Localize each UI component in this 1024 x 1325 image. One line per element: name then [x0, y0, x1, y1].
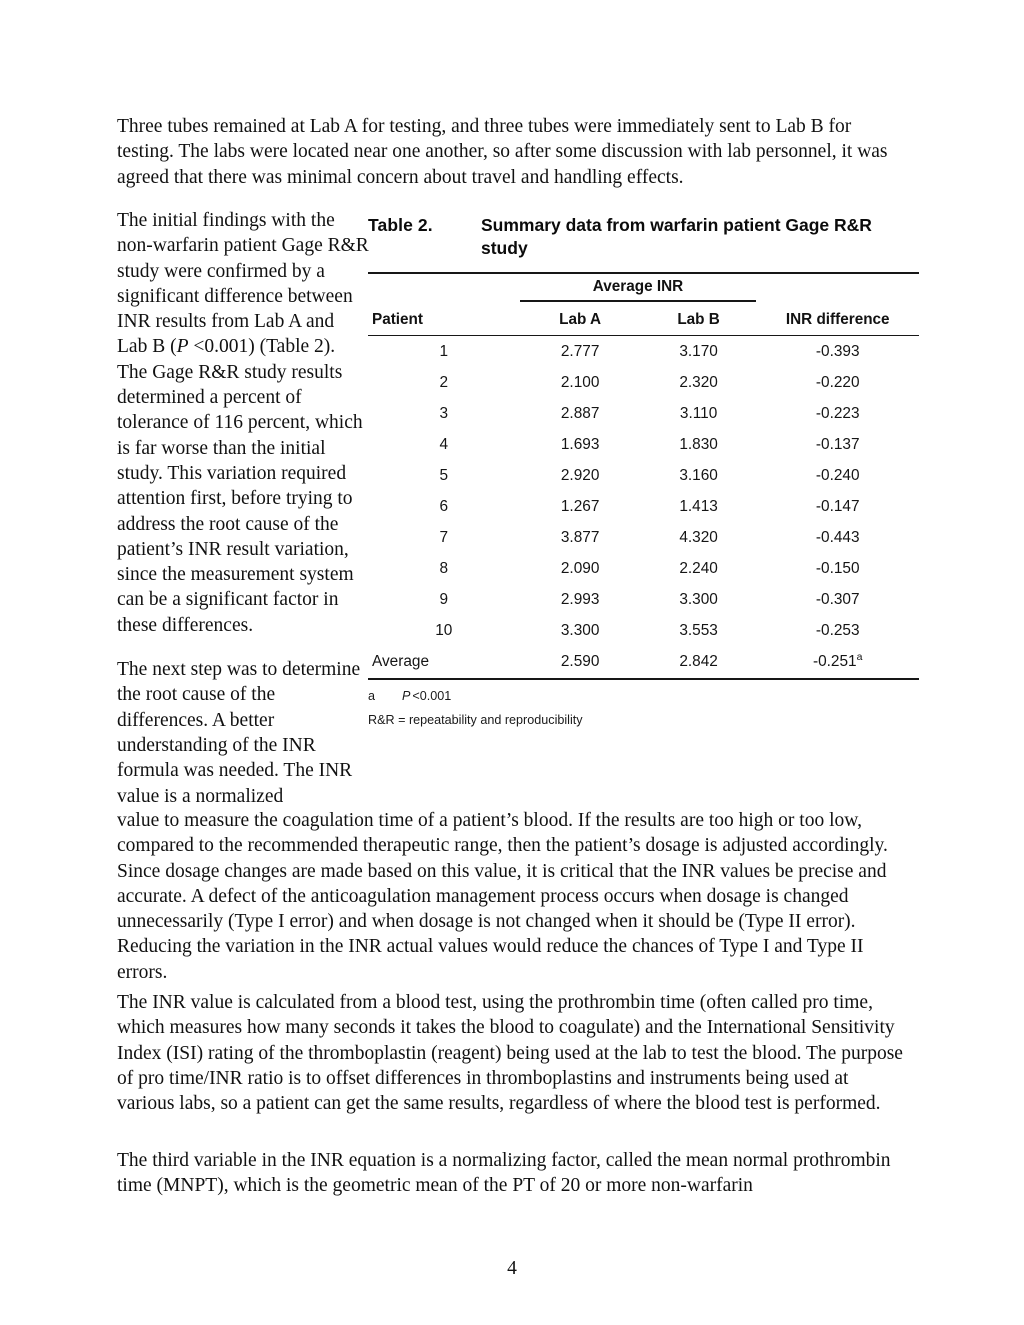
cell-patient: 9 — [439, 590, 449, 608]
table-row — [368, 336, 919, 367]
cell-lab-b: 2.240 — [679, 559, 718, 577]
cell-lab-a: 2.777 — [560, 342, 600, 360]
table-caption-title: Summary data from warfarin patient Gage R&R study — [481, 215, 872, 258]
cell-inr-difference: -0.150 — [815, 559, 860, 577]
table-notes — [368, 689, 919, 727]
cell-inr-difference: -0.147 — [815, 497, 860, 515]
span-header-average-inr: Average INR — [592, 278, 684, 295]
cell-lab-a: 1.693 — [560, 435, 600, 453]
table-row — [368, 584, 919, 615]
abbreviation-text: R&R = repeatability and reproducibility — [368, 713, 583, 727]
cell-inr-difference: -0.220 — [815, 373, 860, 391]
table-abbreviation-note — [368, 713, 919, 727]
table-row — [368, 491, 919, 522]
cell-lab-b: 1.413 — [679, 497, 718, 515]
footnote-p-symbol: P — [402, 689, 411, 703]
cell-inr-difference: -0.223 — [815, 404, 860, 422]
page-number: 4 — [507, 1258, 517, 1279]
cell-inr-difference: -0.393 — [815, 342, 860, 360]
table-2-body-grid — [368, 336, 919, 678]
table-2 — [368, 214, 919, 737]
paragraph-wide-3: The third variable in the INR equation is a normalizing factor, called the mean normal prothrombin time (MNPT), which is the geometric mean of the PT of 20 or more non-warfarin — [117, 1150, 891, 1197]
paragraph-top: Three tubes remained at Lab A for testing, and three tubes were immediately sent to Lab B for testing. The labs were located near one another, so after some discussion with lab personnel, it was agreed that there was minimal concern about travel and handling effects. — [117, 116, 888, 188]
cell-patient: 2 — [439, 373, 449, 391]
cell-lab-b: 3.300 — [679, 590, 718, 608]
table-column-header-row — [368, 305, 919, 335]
cell-lab-a: 1.267 — [560, 497, 600, 515]
cell-patient: 1 — [439, 342, 449, 360]
column-header-inr-difference: INR difference — [785, 311, 890, 328]
cell-inr-difference: -0.137 — [815, 435, 860, 453]
cell-lab-a: 2.887 — [560, 404, 600, 422]
cell-lab-b: 4.320 — [679, 528, 718, 546]
cell-lab-a: 2.920 — [560, 466, 600, 484]
table-average-row — [368, 646, 919, 678]
cell-inr-difference: -0.253 — [815, 621, 860, 639]
table-caption-label: Table 2. — [368, 215, 433, 235]
cell-patient: 5 — [439, 466, 449, 484]
cell-lab-b: 1.830 — [679, 435, 718, 453]
cell-patient: 6 — [439, 497, 449, 515]
cell-lab-a: 3.300 — [560, 621, 600, 639]
cell-average-lab-b: 2.842 — [679, 653, 718, 670]
cell-lab-b: 3.170 — [679, 342, 718, 360]
span-header-spacer-left — [368, 274, 520, 301]
cell-lab-b: 3.160 — [679, 466, 718, 484]
cell-lab-a: 2.100 — [560, 373, 600, 391]
column-header-patient: Patient — [372, 311, 423, 328]
cell-average-inr-difference-value: -0.251 — [812, 653, 857, 670]
table-row — [368, 615, 919, 646]
cell-average-lab-a: 2.590 — [560, 653, 600, 670]
cell-patient: 3 — [439, 404, 449, 422]
cell-patient: 10 — [435, 621, 453, 639]
table-body — [368, 336, 919, 678]
table-footnote-a — [368, 689, 919, 703]
footnote-marker-a: a — [856, 650, 863, 663]
table-row — [368, 522, 919, 553]
cell-inr-difference: -0.240 — [815, 466, 860, 484]
cell-average-inr-difference — [756, 646, 919, 678]
paragraph-left-1-part1: The initial findings with the non-warfarin patient Gage R&R study were confirmed by a significant difference between INR results from Lab A and Lab B ( — [117, 210, 369, 358]
paragraph-left-1-part2: <0.001) (Table 2). The Gage R&R study results determined a percent of tolerance of 116 percent, which is far worse than the initial study. This variation required attention first, before trying to address the root cause of the patient’s INR result variation, since the measurement system can be a significant factor in these differences. — [117, 336, 363, 636]
cell-lab-b: 3.553 — [679, 621, 718, 639]
paragraph-wide-2: The INR value is calculated from a blood test, using the prothrombin time (often called pro time, which measures how many seconds it takes the blood to coagulate) and the International Sensitivity Index (ISI) rating of the thromboplastin (reagent) being used at the lab to test the blood. The purpose of pro time/INR ratio is to offset differences in thromboplastins and instruments being used at various labs, so a patient can get the same results, regardless of where the blood test is performed. — [117, 992, 903, 1115]
cell-lab-b: 2.320 — [679, 373, 718, 391]
footnote-p-value: <0.001 — [412, 689, 452, 703]
cell-inr-difference: -0.443 — [815, 528, 860, 546]
table-row — [368, 429, 919, 460]
table-head — [368, 274, 919, 335]
table-row — [368, 460, 919, 491]
footnote-mark: a — [368, 689, 376, 703]
cell-lab-a: 3.877 — [560, 528, 600, 546]
table-row — [368, 553, 919, 584]
cell-lab-b: 3.110 — [679, 404, 718, 422]
table-row — [368, 398, 919, 429]
cell-patient: 7 — [439, 528, 449, 546]
cell-lab-a: 2.090 — [560, 559, 600, 577]
paragraph-left-1 — [117, 208, 369, 638]
column-header-lab-a: Lab A — [559, 311, 602, 328]
p-value-symbol: P — [176, 336, 189, 358]
table-2-grid — [368, 274, 919, 335]
table-caption — [368, 214, 919, 260]
span-header-spacer-right — [756, 274, 919, 301]
cell-patient: 4 — [439, 435, 449, 453]
cell-inr-difference: -0.307 — [815, 590, 860, 608]
cell-average-label: Average — [372, 653, 430, 670]
table-bottom-rule — [368, 678, 919, 680]
paragraph-wide-1: value to measure the coagulation time of a patient’s blood. If the results are too high or too low, compared to the recommended therapeutic range, then the patient’s dosage is adjusted accordingly. Since dosage changes are made based on this value, it is critical that the INR values be precise and accurate. A defect of the anticoagulation management process occurs when dosage is changed unnecessarily (Type I error) and when dosage is not changed when it should be (Type II error). Reducing the variation in the INR actual values would reduce the chances of Type I and Type II errors. — [117, 810, 888, 983]
table-span-header-row — [368, 274, 919, 301]
left-column — [117, 208, 369, 809]
column-header-lab-b: Lab B — [677, 311, 720, 328]
paragraph-left-2: The next step was to determine the root cause of the differences. A better understanding of the INR formula was needed. The INR value is a normalized — [117, 659, 361, 807]
cell-patient: 8 — [439, 559, 449, 577]
cell-lab-a: 2.993 — [560, 590, 600, 608]
table-row — [368, 367, 919, 398]
